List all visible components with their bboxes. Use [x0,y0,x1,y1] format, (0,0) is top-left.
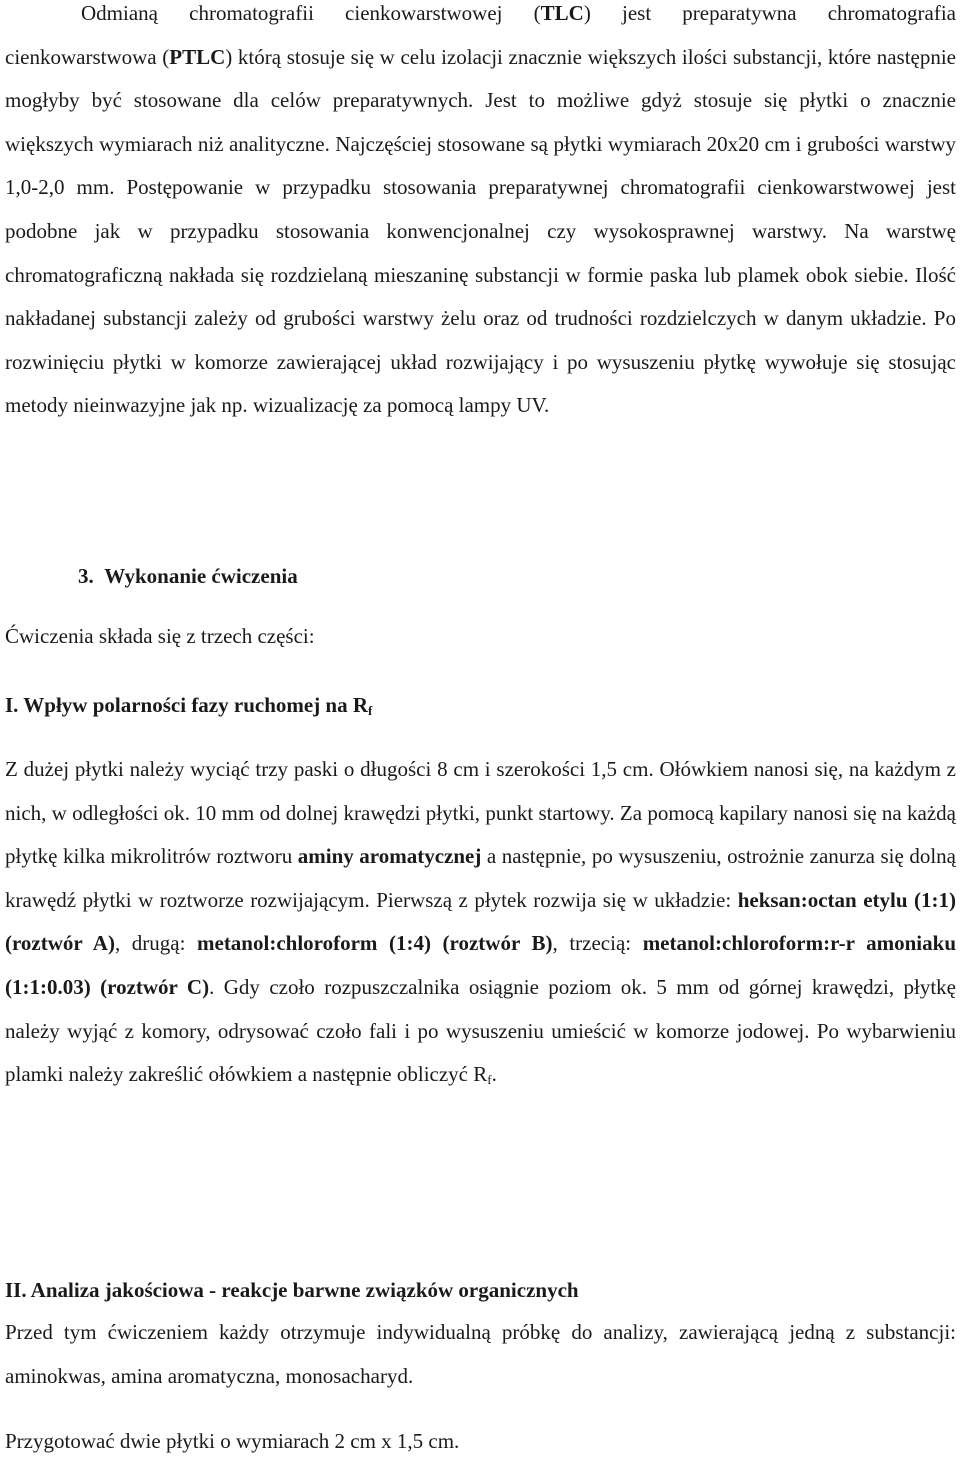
text-run: , drugą: [114,931,197,956]
part1-heading [5,689,372,721]
text-run: . [491,1062,497,1087]
bold-term: heksan:octan etylu (1:1) (roztwór A) [5,887,956,956]
text-run: Z dużej płytki należy wyciąć trzy paski o długości 8 cm i szerokości 1,5 cm. Ołówkiem nanosi się, na każdym z nich, w odległości ok. 10 mm od dolnej krawędzi płytki, punkt startowy. Za pomocą kapilary nanosi się na każdą płytkę kilka mikrolitrów roztworu [5,757,956,869]
text-run: , trzecią: [552,931,643,956]
section-number: 3. [78,564,94,588]
text-run: a następnie, po wysuszeniu, ostrożnie zanurza się dolną krawędź płytki w roztworze rozwijającym. Pierwszą z płytek rozwija się w układzie: [5,844,956,912]
bold-term: TLC [540,1,584,25]
bold-term: PTLC [169,44,226,69]
section-heading [78,560,298,592]
part2-paragraph: Przed tym ćwiczeniem każdy otrzymuje indywidualną próbkę do analizy, zawierającą jedną z substancji: aminokwas, amina aromatyczna, monosacharyd. [5,1320,956,1388]
bold-term: aminy aromatycznej [297,844,482,869]
text-run: Odmianą chromatografii cienkowarstwowej ( [81,1,541,25]
part2-heading: II. Analiza jakościowa - reakcje barwne związków organicznych [5,1278,579,1302]
bold-term: metanol:chloroform:r-r amoniaku (1:1:0.03) (roztwór C) [5,931,957,999]
part1-title-text: I. Wpływ polarności fazy ruchomej na R [5,693,369,717]
section-title: Wykonanie ćwiczenia [104,564,298,588]
subscript: f [368,703,373,718]
part1-paragraph [5,748,956,1097]
section-intro: Ćwiczenia składa się z trzech części: [5,624,315,648]
bold-term: metanol:chloroform (1:4) (roztwór B) [197,931,553,956]
subscript: f [487,1072,492,1088]
text-run: . Gdy czoło rozpuszczalnika osiągnie poziom ok. 5 mm od górnej krawędzi, płytkę należy wyjąć z komory, odrysować czoło fali i po wysuszeniu umieścić w komorze jodowej. Po wybarwieniu plamki należy zakreślić ołówkiem a następnie obliczyć R [5,974,956,1087]
instruction-line: Przygotować dwie płytki o wymiarach 2 cm x 1,5 cm. [5,1429,460,1453]
paragraph-intro [5,0,956,428]
text-run: ) którą stosuje się w celu izolacji znacznie większych ilości substancji, które następnie mogłyby być stosowane dla celów preparatywnych. Jest to możliwe gdyż stosuje się płytki o znacznie większych wymiarach niż analityczne. Najczęściej stosowane są płytki wymiarach 20x20 cm i grubości warstwy 1,0-2,0 mm. Postępowanie w przypadku stosowania preparatywnej chromatografii cienkowarstwowej jest podobne jak w przypadku stosowania konwencjonalnej czy wysokosprawnej warstwy. Na warstwę chromatograficzną nakłada się rozdzielaną mieszaninę substancji w formie paska lub plamek obok siebie. Ilość nakładanej substancji zależy od grubości warstwy żelu oraz od trudności rozdzielczych w danym układzie. Po rozwinięciu płytki w komorze zawierającej układ rozwijający i po wysuszeniu płytkę wywołuje się stosując metody nieinwazyjne jak np. wizualizację za pomocą lampy UV. [5,44,957,418]
text-run: ) jest preparatywna chromatografia cienkowarstwowa ( [5,1,956,69]
